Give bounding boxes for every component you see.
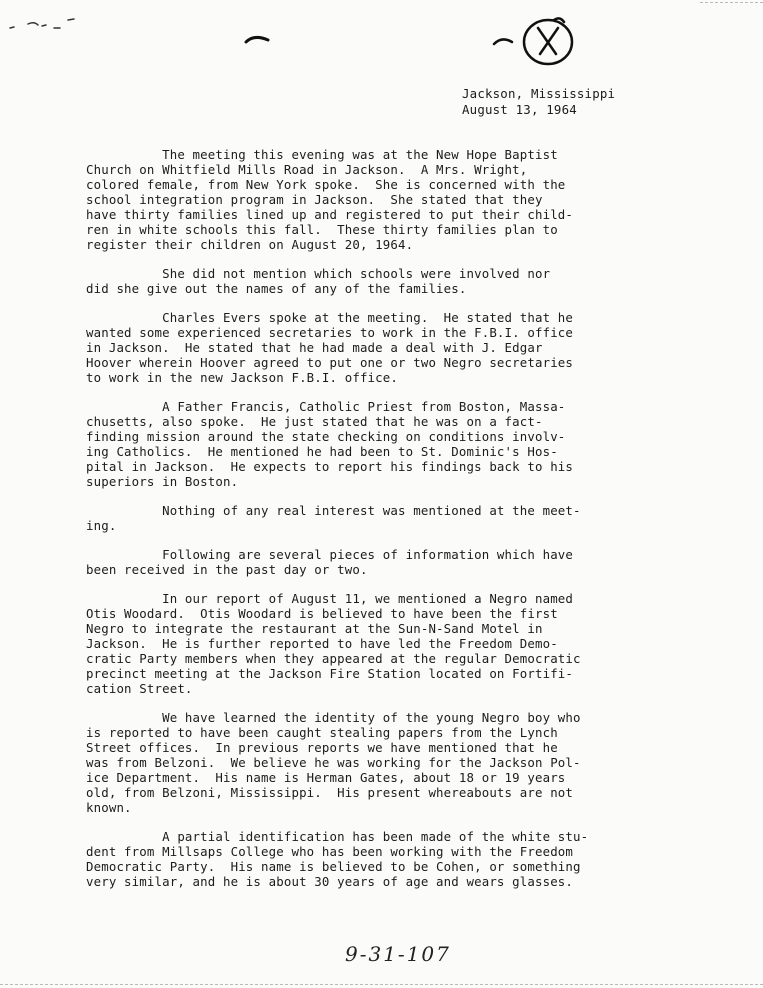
dateline [462, 86, 615, 118]
stray-marks-top-left [8, 14, 78, 34]
paragraph-schools: She did not mention which schools were involved nor did she give out the names of any of the families. [86, 266, 551, 296]
paragraph-following: Following are several pieces of information which have been received in the past day or two. [86, 547, 574, 577]
paragraph-otis-woodard: In our report of August 11, we mentioned a Negro named Otis Woodard. Otis Woodard is believed to have been the first Negro to integrate the restaurant at the Sun-N-Sand Motel in Jackson. He is further reported to have led the Freedom Demo- cratic Party members when they appeared at the regular Democratic precinct meeting at the Jackson Fire Station located on Fortifi- cation Street. [86, 591, 581, 696]
paragraph-herman-gates: We have learned the identity of the young Negro boy who is reported to have been caught stealing papers from the Lynch Street offices. In previous reports we have mentioned that he was from Belzoni. We believe he was working for the Jackson Pol- ice Department. His name is Herman Gates, about 18 or 19 years old, from Belzoni, Mississippi. His present whereabouts are not known. [86, 710, 581, 815]
circled-mark-icon [490, 14, 580, 70]
memo-body [86, 147, 686, 903]
scan-edge-line [0, 984, 763, 985]
dateline-date: August 13, 1964 [462, 102, 577, 117]
paragraph-evers: Charles Evers spoke at the meeting. He stated that he wanted some experienced secretaries to work in the F.B.I. office in Jackson. He stated that he had made a deal with J. Edgar Hoover wherein Hoover agreed to put one or two Negro secretaries to work in the new Jackson F.B.I. office. [86, 310, 574, 385]
file-number: 9-31-107 [345, 942, 451, 966]
paragraph-father-francis: A Father Francis, Catholic Priest from Boston, Massa- chusetts, also spoke. He just stated that he was on a fact- finding mission around the state checking on conditions involv- ing Catholics. He mentioned he had been to St. Dominic's Hos- pital in Jackson. He expects to report his findings back to his superiors in Boston. [86, 399, 574, 489]
paragraph-nothing-of-interest: Nothing of any real interest was mentioned at the meet- ing. [86, 503, 581, 533]
scan-edge-top [700, 2, 763, 3]
dateline-city: Jackson, Mississippi [462, 86, 616, 101]
paragraph-meeting: The meeting this evening was at the New Hope Baptist Church on Whitfield Mills Road in Jackson. A Mrs. Wright, colored female, from New York spoke. She is concerned with the school integration program in Jackson. She stated that they have thirty families lined up and registered to put their child- ren in white schools this fall. These thirty families plan to register their children on August 20, 1964. [86, 147, 574, 252]
pen-mark-center [244, 32, 274, 46]
paragraph-millsaps-student: A partial identification has been made of the white stu- dent from Millsaps College who has been working with the Freedom Democratic Party. His name is believed to be Cohen, or something very similar, and he is about 30 years of age and wears glasses. [86, 829, 589, 889]
